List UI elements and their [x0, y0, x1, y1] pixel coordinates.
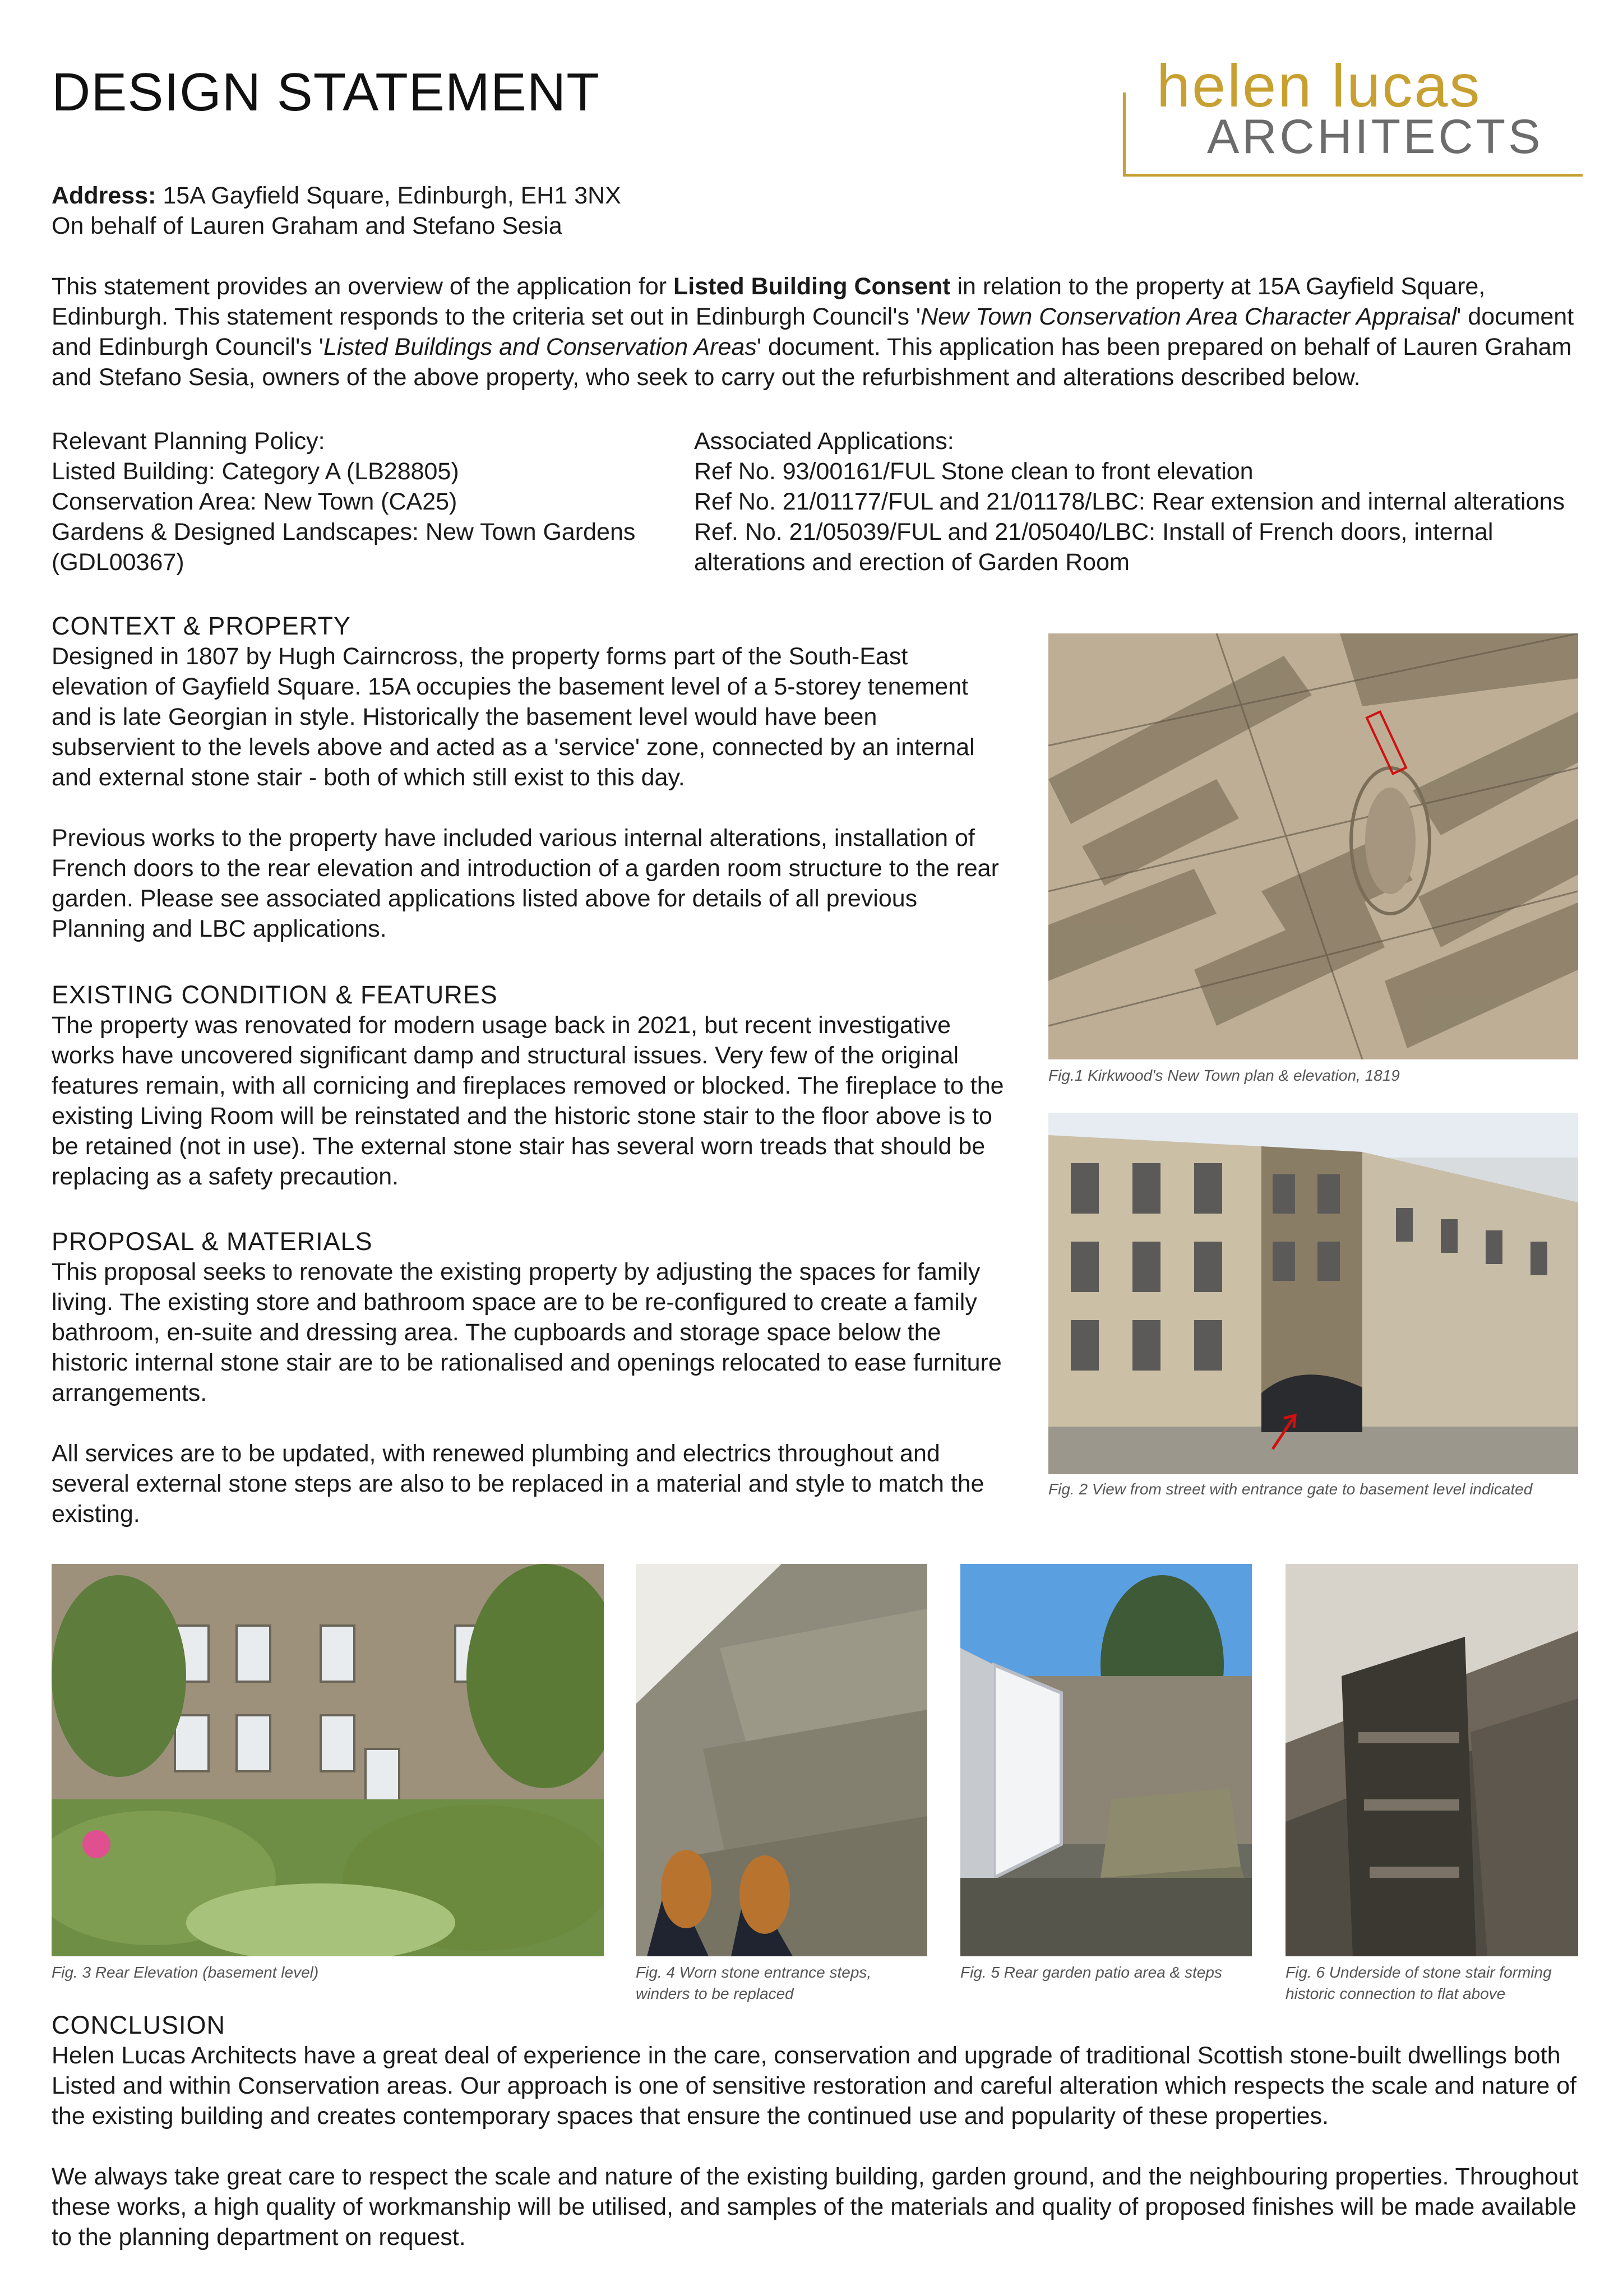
intro-italic-1: New Town Conservation Area Character Appraisal — [921, 303, 1457, 330]
patio-illustration — [960, 1564, 1252, 1956]
policy-item: Listed Building: Category A (LB28805) — [52, 458, 459, 485]
intro-italic-2: Listed Buildings and Conservation Areas — [323, 334, 757, 360]
figure-6-stair-underside-photo — [1286, 1564, 1578, 1956]
logo-subtitle: ARCHITECTS — [1207, 110, 1543, 164]
stone-steps-illustration — [636, 1564, 927, 1956]
application-item: Ref No. 93/00161/FUL Stone clean to front elevation — [694, 458, 1254, 485]
figure-2-street-photo — [1048, 1113, 1578, 1474]
existing-section — [52, 980, 1005, 1192]
intro-text-2: in relation to the property at 15A Gayfield Square, Edinburgh. This statement responds to the criteria set out in Edinburgh Council's ' — [52, 273, 1486, 330]
context-paragraph-2: Previous works to the property have included various internal alterations, installation of French doors to the rear elevation and introduction of a garden room structure to the rear garden. Please see associated applications listed above for details of all previous Planning and LBC applications. — [52, 825, 999, 942]
application-item: Ref No. 21/01177/FUL and 21/01178/LBC: Rear extension and internal alterations — [694, 488, 1565, 515]
intro-text-4: ' document. This application has been prepared on behalf of Lauren Graham and Stefano Sesia, owners of the above property, who seek to carry out the refurbishment and alterations described below. — [52, 334, 1572, 391]
conclusion-paragraph-1: Helen Lucas Architects have a great deal of experience in the care, conservation and upgrade of traditional Scottish stone-built dwellings both Listed and within Conservation areas. Our approach is one of sensitive restoration and careful alteration which respects the scale and nature of the existing building and creates contemporary spaces that ensure the continued use and popularity of these properties. — [52, 2042, 1577, 2130]
figure-3-rear-elevation-photo — [52, 1564, 604, 1956]
address-line — [52, 180, 949, 211]
application-item: Ref. No. 21/05039/FUL and 21/05040/LBC: Install of French doors, internal alterations and erection of Garden Room — [694, 519, 1493, 576]
intro-paragraph — [52, 271, 1582, 392]
map-illustration — [1048, 633, 1578, 1059]
address-label: Address: — [52, 182, 156, 209]
policy-item: Gardens & Designed Landscapes: New Town Gardens (GDL00367) — [52, 519, 636, 576]
conclusion-paragraph-2: We always take great care to respect the scale and nature of the existing building, garden ground, and the neighbouring properties. Throughout these works, a high quality of workmanship will be utilised, and samples of the materials and quality of proposed finishes will be made available to the planning department on request. — [52, 2163, 1579, 2251]
logo-vertical-rule — [1123, 92, 1126, 177]
proposal-section — [52, 1226, 1005, 1529]
intro-bold: Listed Building Consent — [673, 273, 951, 300]
context-section — [52, 611, 1005, 944]
figure-5-caption: Fig. 5 Rear garden patio area & steps — [960, 1964, 1222, 1981]
policy-item: Conservation Area: New Town (CA25) — [52, 488, 457, 515]
logo-name: helen lucas — [1157, 52, 1482, 119]
figure-3-caption: Fig. 3 Rear Elevation (basement level) — [52, 1964, 319, 1981]
context-paragraph-1: Designed in 1807 by Hugh Cairncross, the property forms part of the South-East elevation of Gayfield Square. 15A occupies the basement level of a 5-storey tenement and is late Georgian in style. Historically the basement level would have been subservient to the levels above and acted as a 'service' zone, connected by an internal and external stone stair - both of which still exist to this day. — [52, 643, 975, 791]
figure-5-patio-photo — [960, 1564, 1252, 1956]
logo-horizontal-rule — [1123, 174, 1583, 177]
applications-heading: Associated Applications: — [694, 428, 954, 455]
figure-4-caption: Fig. 4 Worn stone entrance steps, winders to be replaced — [636, 1964, 872, 2002]
proposal-paragraph-2: All services are to be updated, with renewed plumbing and electrics throughout and several external stone steps are also to be replaced in a material and style to match the existing. — [52, 1440, 984, 1527]
figure-4-stone-steps-photo — [636, 1564, 927, 1956]
behalf-line: On behalf of Lauren Graham and Stefano Sesia — [52, 212, 562, 239]
existing-heading: EXISTING CONDITION & FEATURES — [52, 980, 498, 1009]
intro-text-3: ' document and Edinburgh Council's ' — [52, 303, 1574, 360]
address-value: 15A Gayfield Square, Edinburgh, EH1 3NX — [163, 182, 621, 209]
rear-elevation-illustration — [52, 1564, 604, 1956]
policy-heading: Relevant Planning Policy: — [52, 428, 325, 455]
figure-1-map-image — [1048, 633, 1578, 1059]
existing-paragraph: The property was renovated for modern usage back in 2021, but recent investigative works have uncovered significant damp and structural issues. Very few of the original features remain, with all cornicing and fireplaces removed or blocked. The fireplace to the existing Living Room will be reinstated and the historic stone stair to the floor above is to be retained (not in use). The external stone stair has several worn treads that should be replacing as a safety precaution. — [52, 1012, 1004, 1190]
planning-policy — [52, 426, 657, 577]
figure-2-caption: Fig. 2 View from street with entrance gate to basement level indicated — [1048, 1480, 1533, 1498]
intro-text-1: This statement provides an overview of the application for — [52, 273, 674, 300]
page-title: DESIGN STATEMENT — [52, 62, 600, 122]
associated-applications — [694, 426, 1591, 577]
conclusion-section — [52, 2010, 1590, 2252]
helen-lucas-architects-logo — [1123, 52, 1583, 177]
stair-underside-illustration — [1286, 1564, 1578, 1956]
figure-6-caption: Fig. 6 Underside of stone stair forming historic connection to flat above — [1286, 1964, 1552, 2002]
street-illustration — [1048, 1113, 1578, 1474]
address-block — [52, 180, 949, 241]
figure-1-caption: Fig.1 Kirkwood's New Town plan & elevation, 1819 — [1048, 1067, 1400, 1084]
proposal-paragraph-1: This proposal seeks to renovate the existing property by adjusting the spaces for family living. The existing store and bathroom space are to be re-configured to create a family bathroom, en-suite and dressing area. The cupboards and storage space below the historic internal stone stair are to be rationalised and openings relocated to ease furniture arrangements. — [52, 1258, 1002, 1406]
context-heading: CONTEXT & PROPERTY — [52, 612, 351, 640]
conclusion-heading: CONCLUSION — [52, 2011, 226, 2039]
proposal-heading: PROPOSAL & MATERIALS — [52, 1227, 373, 1256]
